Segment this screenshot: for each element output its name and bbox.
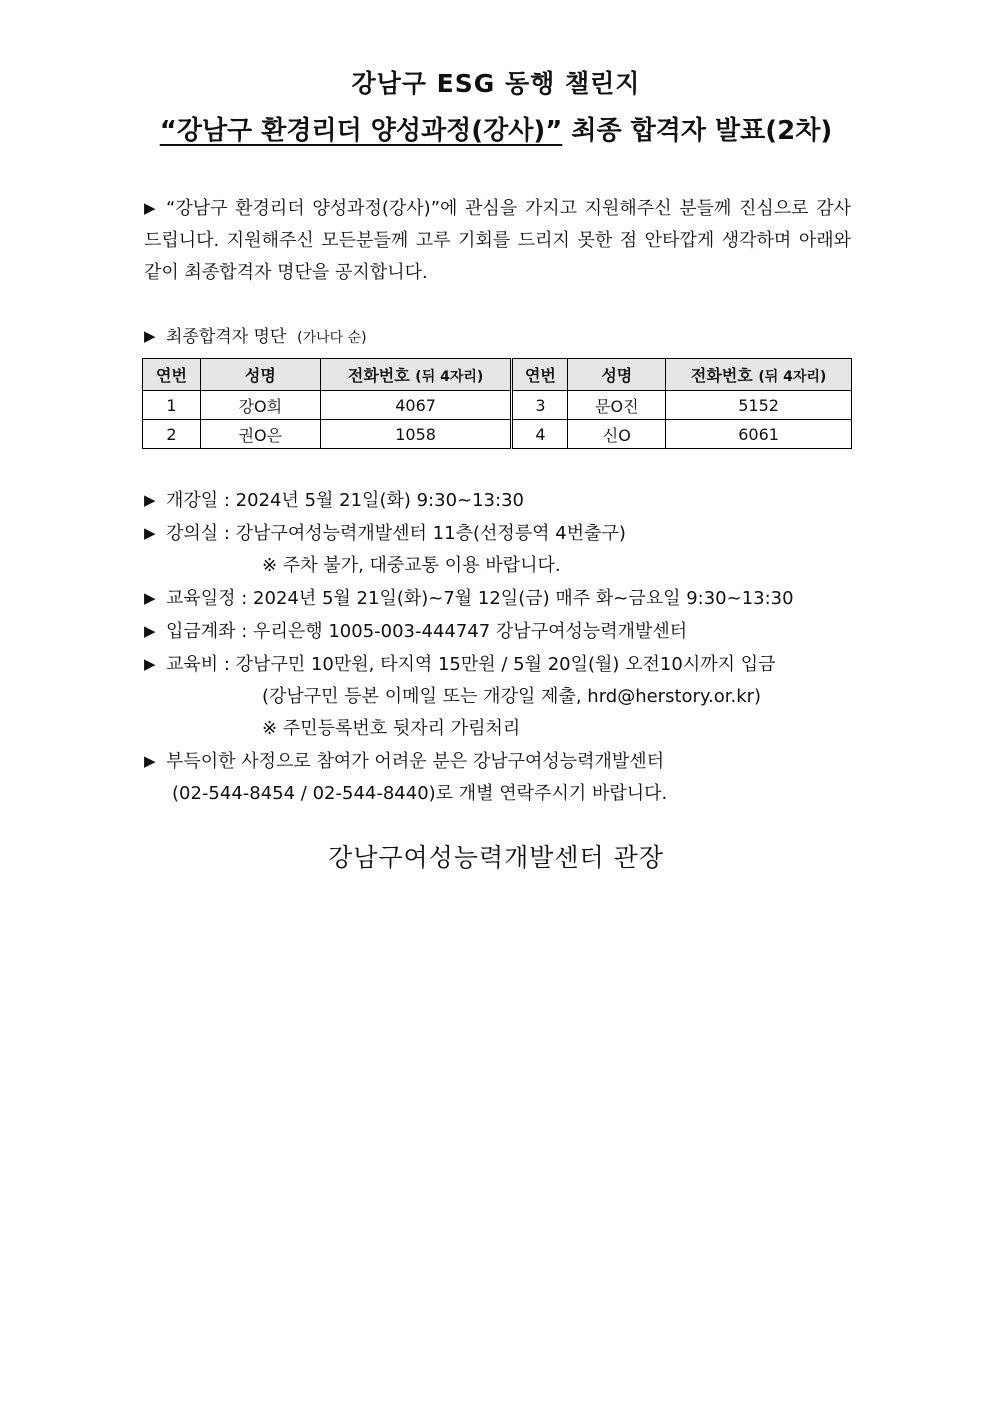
intro-text: “강남구 환경리더 양성과정(강사)”에 관심을 가지고 지원해주신 분들께 진심으로 감사드립니다. 지원해주신 모든분들께 고루 기회를 드리지 못한 점 안타깝게 생각하며 아래와 같이 최종합격자 명단을 공지합니다. bbox=[144, 198, 851, 283]
bullet-icon: ▶ bbox=[144, 752, 156, 770]
intro-paragraph bbox=[144, 192, 851, 289]
cell-phone: 5152 bbox=[666, 391, 852, 420]
table-header-row bbox=[143, 359, 852, 391]
bullet-icon: ▶ bbox=[144, 589, 156, 607]
info-contact: ▶ 부득이한 사정으로 참여가 어려운 분은 강남구여성능력개발센터 bbox=[144, 745, 864, 778]
title-line-2 bbox=[0, 110, 992, 147]
info-classroom: ▶ 강의실 : 강남구여성능력개발센터 11층(선정릉역 4번출구) bbox=[144, 517, 864, 550]
header-phone: 전화번호 (뒤 4자리) bbox=[320, 359, 512, 391]
header-no: 연번 bbox=[143, 359, 201, 391]
bullet-icon: ▶ bbox=[144, 327, 156, 345]
bullet-icon: ▶ bbox=[144, 622, 156, 640]
info-classroom-note: ※ 주차 불가, 대중교통 이용 바랍니다. bbox=[262, 555, 561, 576]
info-fee: ▶ 교육비 : 강남구민 10만원, 타지역 15만원 / 5월 20일(월) 오전10시까지 입금 bbox=[144, 648, 864, 681]
header-name: 성명 bbox=[200, 359, 320, 391]
cell-no: 4 bbox=[512, 420, 568, 449]
cell-phone: 4067 bbox=[320, 391, 512, 420]
bullet-icon: ▶ bbox=[144, 199, 156, 217]
info-fee-note-1: (강남구민 등본 이메일 또는 개강일 제출, hrd@herstory.or.kr) bbox=[262, 686, 762, 707]
bullet-icon: ▶ bbox=[144, 524, 156, 542]
title-announcement: 최종 합격자 발표(2차) bbox=[562, 116, 833, 146]
info-account: ▶ 입금계좌 : 우리은행 1005-003-444747 강남구여성능력개발센터 bbox=[144, 615, 864, 648]
info-fee-note-2: ※ 주민등록번호 뒷자리 가림처리 bbox=[262, 718, 521, 739]
cell-no: 1 bbox=[143, 391, 201, 420]
list-heading-label: 최종합격자 명단 bbox=[166, 327, 287, 347]
cell-phone: 1058 bbox=[320, 420, 512, 449]
cell-phone: 6061 bbox=[666, 420, 852, 449]
info-section bbox=[144, 484, 864, 810]
title-program-name: “강남구 환경리더 양성과정(강사)” bbox=[159, 116, 563, 146]
cell-name: 문O진 bbox=[568, 391, 666, 420]
footer-signature: 강남구여성능력개발센터 관장 bbox=[328, 843, 664, 872]
title-line-1: 강남구 ESG 동행 챌린지 bbox=[351, 69, 641, 98]
list-heading-note: (가나다 순) bbox=[297, 330, 367, 346]
header-no: 연번 bbox=[512, 359, 568, 391]
info-opening: ▶ 개강일 : 2024년 5월 21일(화) 9:30~13:30 bbox=[144, 484, 864, 517]
cell-no: 3 bbox=[512, 391, 568, 420]
header-name: 성명 bbox=[568, 359, 666, 391]
info-contact-numbers: (02-544-8454 / 02-544-8440)로 개별 연락주시기 바랍니다. bbox=[172, 783, 668, 804]
bullet-icon: ▶ bbox=[144, 655, 156, 673]
table-row bbox=[143, 391, 852, 420]
table-row bbox=[143, 420, 852, 449]
info-schedule: ▶ 교육일정 : 2024년 5월 21일(화)~7월 12일(금) 매주 화~금요일 9:30~13:30 bbox=[144, 582, 864, 615]
cell-name: 신O bbox=[568, 420, 666, 449]
cell-name: 강O희 bbox=[200, 391, 320, 420]
bullet-icon: ▶ bbox=[144, 491, 156, 509]
header-phone: 전화번호 (뒤 4자리) bbox=[666, 359, 852, 391]
roster-table bbox=[142, 358, 852, 449]
cell-name: 권O은 bbox=[200, 420, 320, 449]
list-heading bbox=[144, 322, 367, 352]
cell-no: 2 bbox=[143, 420, 201, 449]
